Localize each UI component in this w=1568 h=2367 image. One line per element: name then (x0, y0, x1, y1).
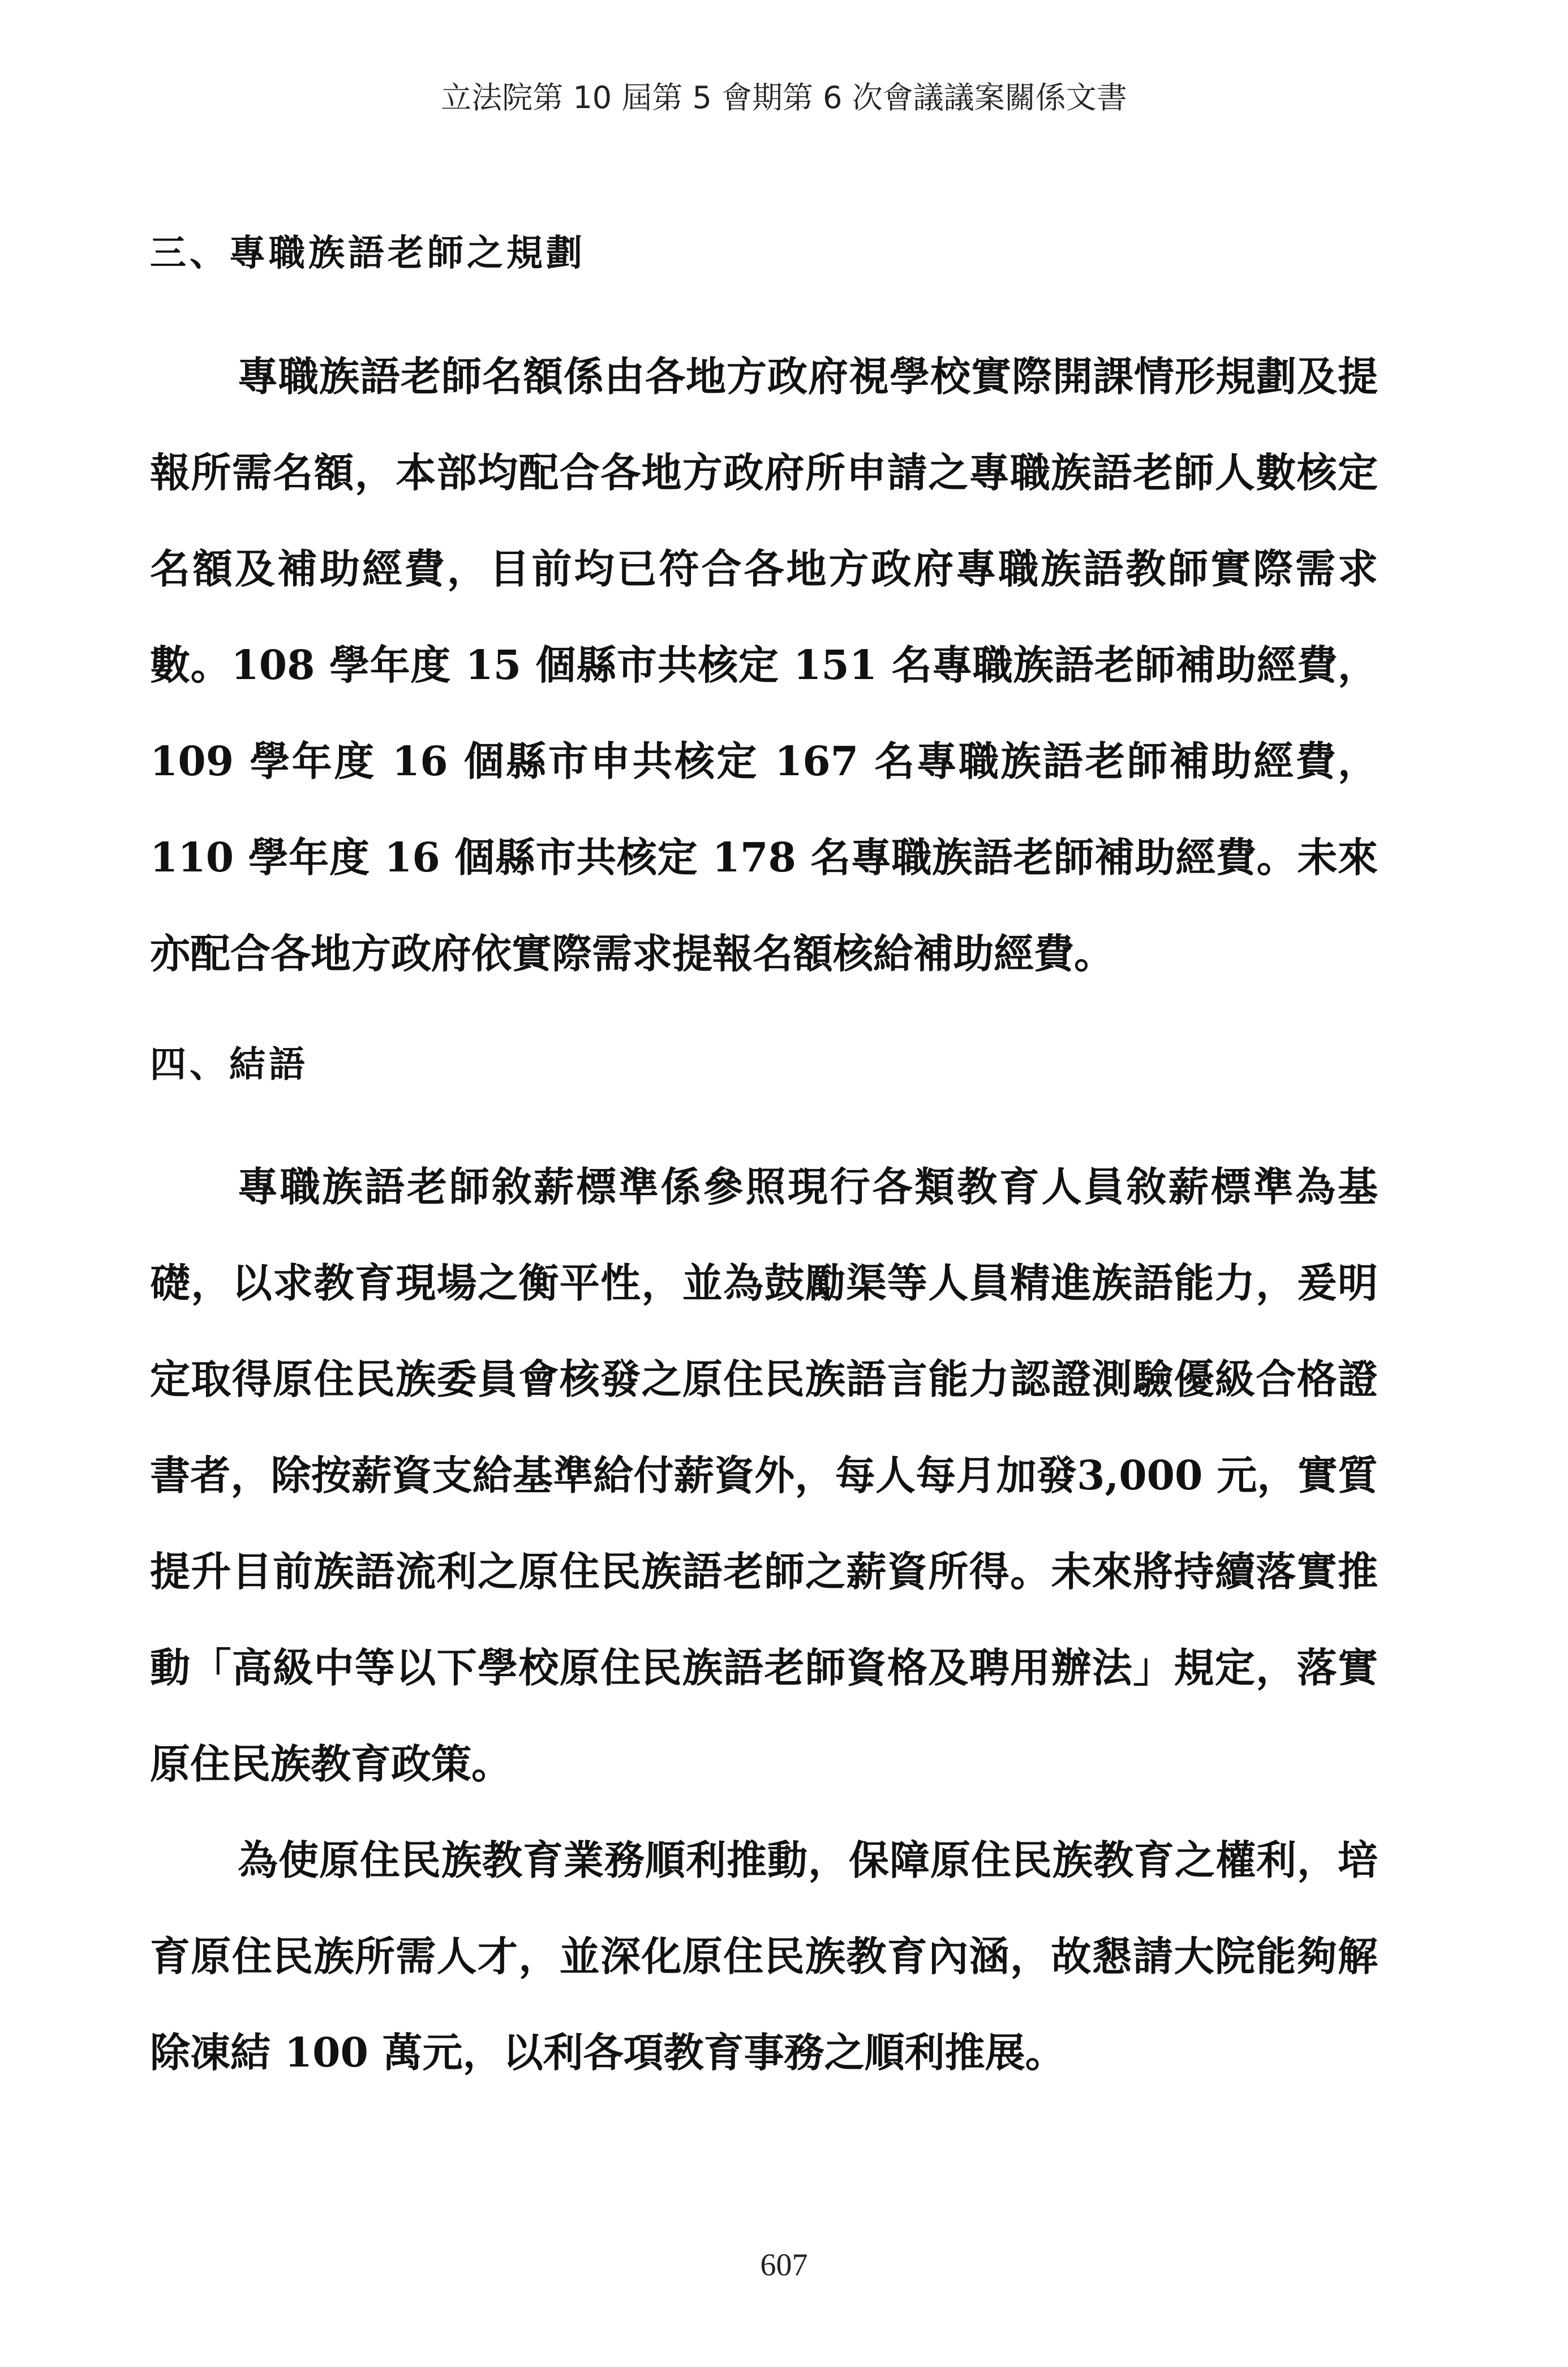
document-body (150, 231, 1378, 2100)
page-number: 607 (760, 2248, 808, 2283)
section-4-paragraph-2: 為使原住民族教育業務順利推動，保障原住民族教育之權利，培育原住民族所需人才，並深化原住民族教育內涵，故懇請大院能夠解除凍結 100 萬元，以利各項教育事務之順利推展。 (150, 1836, 1378, 2076)
section-3-paragraph: 專職族語老師名額係由各地方政府視學校實際開課情形規劃及提報所需名額，本部均配合各地方政府所申請之專職族語老師人數核定名額及補助經費，目前均已符合各地方政府專職族語教師實際需求數。108 學年度 15 個縣市共核定 151 名專職族語老師補助經費，109 學年度 16 個縣市申共核定 167 名專職族語老師補助經費，110 學年度 16 個縣市共核定 178 名專職族語老師補助經費。未來亦配合各地方政府依實際需求提報名額核給補助經費。 (150, 353, 1378, 977)
running-header: 立法院第 10 屆第 5 會期第 6 次會議議案關係文書 (441, 80, 1127, 115)
section-heading-4: 四、結語 (150, 1043, 308, 1086)
section-heading-3: 三、專職族語老師之規劃 (150, 232, 586, 274)
section-4-paragraph-1: 專職族語老師敘薪標準係參照現行各類教育人員敘薪標準為基礎，以求教育現場之衡平性，並為鼓勵渠等人員精進族語能力，爰明定取得原住民族委員會核發之原住民族語言能力認證測驗優級合格證書者，除按薪資支給基準給付薪資外，每人每月加發3,000 元，實質提升目前族語流利之原住民族語老師之薪資所得。未來將持續落實推動「高級中等以下學校原住民族語老師資格及聘用辦法」規定，落實原住民族教育政策。 (150, 1163, 1378, 1788)
